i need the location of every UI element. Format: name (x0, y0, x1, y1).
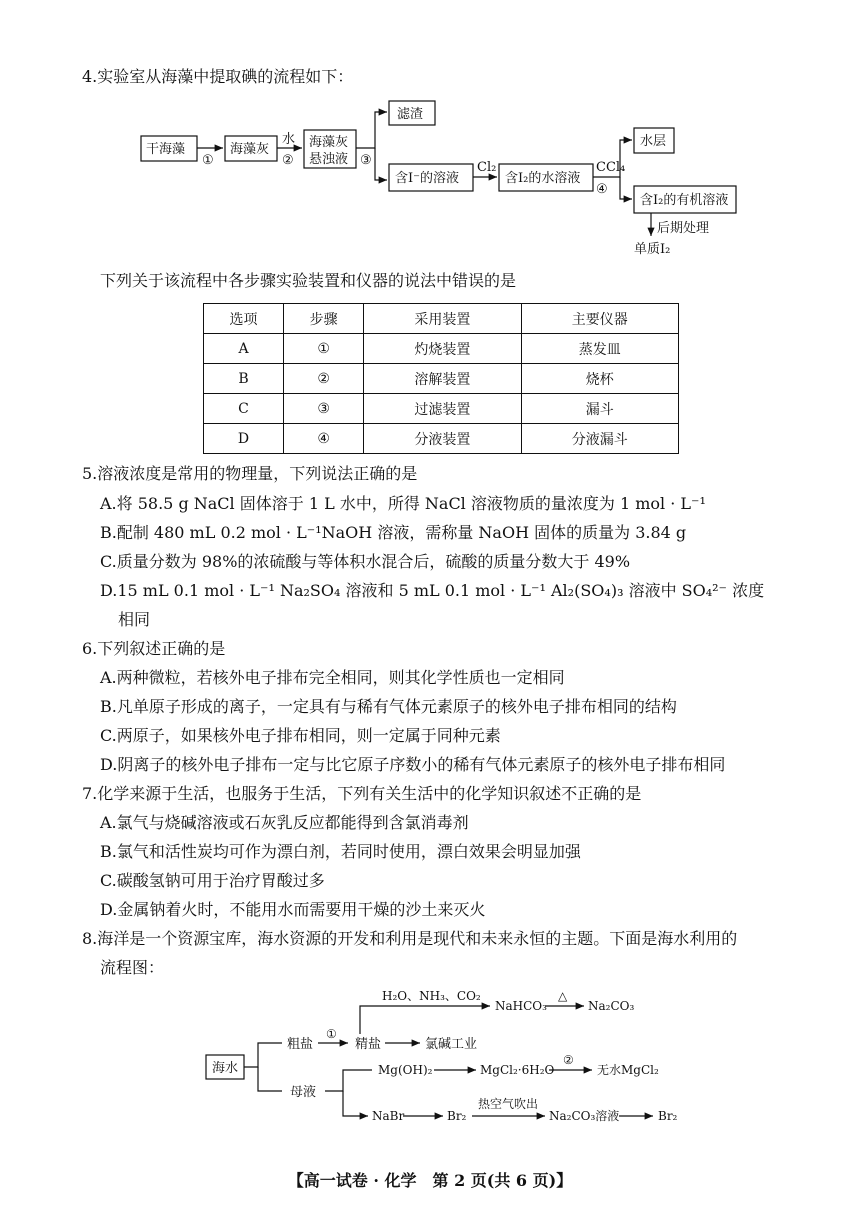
q4-options-table (203, 303, 679, 454)
pure-i2-label: 单质I₂ (634, 242, 671, 257)
ccl4-reagent-label: CCl₄ (596, 160, 626, 175)
han-i-neg-label: 含I⁻的溶液 (395, 171, 459, 186)
mgoh2-label: Mg(OH)₂ (378, 1063, 433, 1077)
mother-liquor-label: 母液 (290, 1085, 317, 1100)
q7-option-b: B.氯气和活性炭均可作为漂白剂，若同时使用，漂白效果会明显加强 (100, 842, 581, 861)
table-cell: 过滤装置 (364, 394, 521, 424)
hot-air-label: 热空气吹出 (478, 1097, 539, 1111)
table-cell: 烧杯 (521, 364, 678, 394)
table-cell: B (204, 364, 284, 394)
lvzha-label: 滤渣 (397, 107, 424, 122)
mgcl2-hydrate-label: MgCl₂·6H₂O (480, 1063, 555, 1077)
table-cell: 分液装置 (364, 424, 521, 454)
table-cell: A (204, 334, 284, 364)
q5-stem: 5.溶液浓度是常用的物理量，下列说法正确的是 (82, 464, 418, 483)
table-cell: 灼烧装置 (364, 334, 521, 364)
na2co3-label: Na₂CO₃ (588, 999, 635, 1013)
br2-label-a: Br₂ (447, 1109, 467, 1123)
table-cell: D (204, 424, 284, 454)
step4-label: ④ (596, 182, 608, 197)
q5-option-c: C.质量分数为 98%的浓硫酸与等体积水混合后，硫酸的质量分数大于 49% (100, 552, 631, 571)
table-cell: ② (284, 364, 364, 394)
anhydrous-mgcl2-label: 无水MgCl₂ (597, 1063, 659, 1077)
table-header-row (204, 304, 679, 334)
han-i2-water-label: 含I₂的水溶液 (505, 171, 581, 186)
q7-option-d: D.金属钠着火时，不能用水而需要用干燥的沙土来灭火 (100, 900, 486, 919)
table-cell: C (204, 394, 284, 424)
q6-option-d: D.阴离子的核外电子排布一定与比它原子序数小的稀有气体元素原子的核外电子排布相同 (100, 755, 726, 774)
q5-option-d-cont: 相同 (118, 610, 151, 629)
q8-stem-cont: 流程图： (100, 958, 165, 977)
water-layer-label: 水层 (640, 134, 667, 149)
q5-option-d: D.15 mL 0.1 mol · L⁻¹ Na₂SO₄ 溶液和 5 mL 0.1 mol · L⁻¹ Al₂(SO₄)₃ 溶液中 SO₄²⁻ 浓度 (100, 581, 765, 600)
table-row (204, 394, 679, 424)
nahco3-label: NaHCO₃ (495, 999, 547, 1013)
q7-option-a: A.氯气与烧碱溶液或石灰乳反应都能得到含氯消毒剂 (100, 813, 469, 832)
br2-label-b: Br₂ (658, 1109, 678, 1123)
crude-salt-label: 粗盐 (287, 1037, 314, 1052)
table-header-cell: 主要仪器 (521, 304, 678, 334)
gan-haizao-label: 干海藻 (146, 142, 186, 157)
q5-option-a: A.将 58.5 g NaCl 固体溶于 1 L 水中，所得 NaCl 溶液物质的量浓度为 1 mol · L⁻¹ (100, 494, 706, 513)
page-footer: 【高一试卷 · 化学 第 2 页(共 6 页)】 (287, 1171, 573, 1190)
heat-label: △ (558, 989, 568, 1003)
q8-seawater-flowchart (0, 980, 860, 1130)
xuanzhuo-label-2: 悬浊液 (309, 152, 349, 167)
step3-label: ③ (360, 153, 372, 168)
q5-option-b: B.配制 480 mL 0.2 mol · L⁻¹NaOH 溶液，需称量 NaOH 固体的质量为 3.84 g (100, 523, 687, 542)
table-cell: 蒸发皿 (521, 334, 678, 364)
han-i2-organic-label: 含I₂的有机溶液 (640, 193, 729, 208)
nabr-label: NaBr (372, 1109, 405, 1123)
water-reagent-label: 水 (282, 132, 296, 147)
haizao-hui-label: 海藻灰 (230, 142, 270, 157)
q6-stem: 6.下列叙述正确的是 (82, 639, 226, 658)
na2co3-solution-label: Na₂CO₃溶液 (549, 1109, 620, 1123)
reagents-label: H₂O、NH₃、CO₂ (382, 989, 481, 1003)
table-header-cell: 步骤 (284, 304, 364, 334)
q4-stem: 4.实验室从海藻中提取碘的流程如下： (82, 67, 354, 86)
q6-option-b: B.凡单原子形成的离子，一定具有与稀有气体元素原子的核外电子排布相同的结构 (100, 697, 677, 716)
table-cell: ① (284, 334, 364, 364)
table-row (204, 364, 679, 394)
chlor-alkali-label: 氯碱工业 (425, 1037, 478, 1052)
table-cell: 漏斗 (521, 394, 678, 424)
fine-salt-label: 精盐 (355, 1037, 382, 1052)
q7-stem: 7.化学来源于生活，也服务于生活，下列有关生活中的化学知识叙述不正确的是 (82, 784, 642, 803)
table-cell: 分液漏斗 (521, 424, 678, 454)
later-treatment-label: 后期处理 (657, 221, 710, 236)
table-header-cell: 采用装置 (364, 304, 521, 334)
cl2-reagent-label: Cl₂ (477, 160, 497, 175)
step2-label: ② (563, 1053, 574, 1067)
q4-iodine-flowchart (0, 0, 860, 270)
table-row (204, 424, 679, 454)
table-cell: ③ (284, 394, 364, 424)
q8-stem: 8.海洋是一个资源宝库，海水资源的开发和利用是现代和未来永恒的主题。下面是海水利用的 (82, 929, 738, 948)
step1-label: ① (202, 153, 214, 168)
q6-option-c: C.两原子，如果核外电子排布相同，则一定属于同种元素 (100, 726, 501, 745)
q6-option-a: A.两种微粒，若核外电子排布完全相同，则其化学性质也一定相同 (100, 668, 565, 687)
q4-question: 下列关于该流程中各步骤实验装置和仪器的说法中错误的是 (100, 271, 517, 290)
step1-label: ① (326, 1027, 337, 1041)
q7-option-c: C.碳酸氢钠可用于治疗胃酸过多 (100, 871, 325, 890)
step2-label: ② (282, 153, 294, 168)
table-cell: ④ (284, 424, 364, 454)
xuanzhuo-label-1: 海藻灰 (309, 135, 349, 150)
table-cell: 溶解装置 (364, 364, 521, 394)
table-row (204, 334, 679, 364)
seawater-label: 海水 (212, 1061, 239, 1076)
table-header-cell: 选项 (204, 304, 284, 334)
